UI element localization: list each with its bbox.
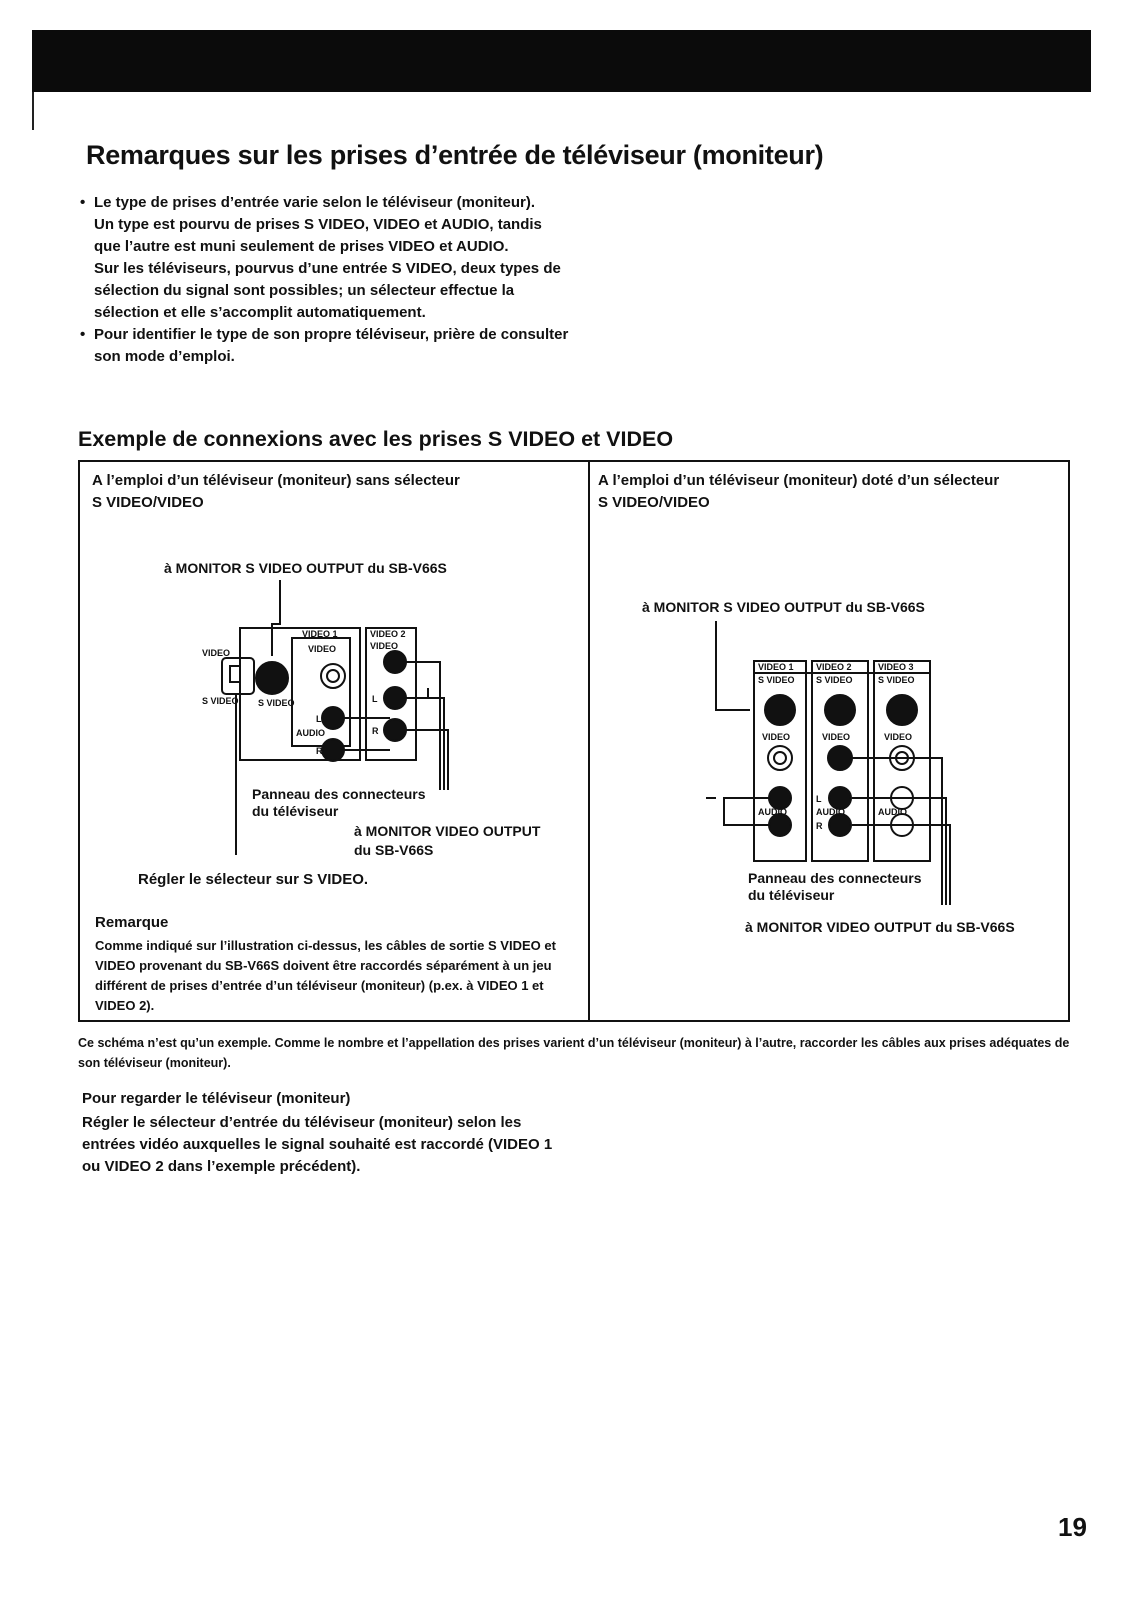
left-heading-line1: A l’emploi d’un téléviseur (moniteur) sans sélecteur <box>92 472 460 489</box>
left-label-v2-l: L <box>372 694 378 704</box>
right-panel-caption-line1: Panneau des connecteurs <box>748 870 922 886</box>
left-label-video2: VIDEO 2 <box>370 629 406 639</box>
right-label-video-3: VIDEO <box>884 732 913 742</box>
left-label-r: R <box>316 746 323 756</box>
right-panel-heading <box>598 470 999 514</box>
left-video-output-line1: à MONITOR VIDEO OUTPUT <box>354 823 541 839</box>
left-label-svideo: S VIDEO <box>258 698 295 708</box>
left-label-v2-r: R <box>372 726 379 736</box>
right-label-video2: VIDEO 2 <box>816 662 852 672</box>
right-label-svideo-3: S VIDEO <box>878 675 915 685</box>
left-svideo-output-label: à MONITOR S VIDEO OUTPUT du SB-V66S <box>164 560 447 576</box>
left-panel-caption-line1: Panneau des connecteurs <box>252 786 426 802</box>
intro-bullet-1 <box>80 192 570 324</box>
right-connection-diagram <box>710 615 980 875</box>
right-panel-caption <box>748 870 922 904</box>
right-heading-line2: S VIDEO/VIDEO <box>598 494 710 511</box>
left-label-video1: VIDEO 1 <box>302 629 338 639</box>
left-label-video2-video: VIDEO <box>370 641 399 651</box>
page-number: 19 <box>1058 1512 1087 1542</box>
example-title: Exemple de connexions avec les prises S VIDEO et VIDEO <box>78 427 674 451</box>
right-label-video-1: VIDEO <box>762 732 791 742</box>
right-heading-line1: A l’emploi d’un téléviseur (moniteur) doté d’un sélecteur <box>598 472 1000 489</box>
left-selector-instruction: Régler le sélecteur sur S VIDEO. <box>138 871 369 888</box>
right-label-audio-2: AUDIO <box>816 807 845 817</box>
intro-line-1: • Le type de prises d’entrée varie selon le téléviseur (moniteur). <box>94 194 535 211</box>
right-video-output-label: à MONITOR VIDEO OUTPUT du SB-V66S <box>745 919 1015 935</box>
intro-bullet-2: • Pour identifier le type de son propre téléviseur, prière de consulter son mode d’emploi. <box>80 324 570 368</box>
left-label-audio: AUDIO <box>296 728 325 738</box>
note-heading: Remarque <box>95 914 169 931</box>
left-label-l: L <box>316 714 322 724</box>
right-svideo-output-label: à MONITOR S VIDEO OUTPUT du SB-V66S <box>642 599 925 615</box>
intro-line-3: Sur les téléviseurs, pourvus d’une entrée S VIDEO, deux types de sélection du signal sont possibles; un sélecteur effectue la sélection et elle s’accomplit automatiquement. <box>94 260 561 321</box>
example-box-divider <box>588 460 590 1022</box>
left-panel-caption <box>252 786 426 820</box>
right-label-svideo-1: S VIDEO <box>758 675 795 685</box>
disclaimer-text: Ce schéma n’est qu’un exemple. Comme le nombre et l’appellation des prises varient d’un téléviseur (moniteur) à l’autre, raccorder les câbles aux prises adéquates de son téléviseur (moniteur). <box>78 1036 1070 1070</box>
left-panel-caption-line2: du téléviseur <box>252 803 339 819</box>
page-title: Remarques sur les prises d’entrée de téléviseur (moniteur) <box>86 140 824 170</box>
intro-text <box>80 192 570 368</box>
right-label-video3: VIDEO 3 <box>878 662 914 672</box>
right-label-video-2: VIDEO <box>822 732 851 742</box>
right-label-r: R <box>816 821 823 831</box>
right-label-video1: VIDEO 1 <box>758 662 794 672</box>
watch-heading: Pour regarder le téléviseur (moniteur) <box>82 1090 351 1107</box>
left-label-sel-svideo: S VIDEO <box>202 696 239 706</box>
left-label-video: VIDEO <box>308 644 337 654</box>
watch-text: Régler le sélecteur d’entrée du téléviseur (moniteur) selon les entrées vidéo auxquelles le signal souhaité est raccordé (VIDEO 1 ou VIDEO 2 dans l’exemple précédent). <box>82 1114 553 1175</box>
intro-line-2: Un type est pourvu de prises S VIDEO, VIDEO et AUDIO, tandis que l’autre est muni seulement de prises VIDEO et AUDIO. <box>94 216 542 255</box>
right-label-audio-3: AUDIO <box>878 807 907 817</box>
right-panel-caption-line2: du téléviseur <box>748 887 835 903</box>
left-label-sel-video: VIDEO <box>202 648 231 658</box>
header-bar <box>32 30 1091 92</box>
right-label-l: L <box>816 794 822 804</box>
left-panel-heading <box>92 470 460 514</box>
note-text: Comme indiqué sur l’illustration ci-dessus, les câbles de sortie S VIDEO et VIDEO provenant du SB-V66S doivent être raccordés séparément à un jeu différent de prises d’entrée d’un téléviseur (moniteur) (p.ex. à VIDEO 1 et VIDEO 2). <box>95 938 556 1013</box>
left-video-output-line2: du SB-V66S <box>354 842 434 858</box>
left-heading-line2: S VIDEO/VIDEO <box>92 494 204 511</box>
margin-rule <box>32 92 34 130</box>
right-label-svideo-2: S VIDEO <box>816 675 853 685</box>
left-video-output-label <box>354 822 540 860</box>
right-label-audio-1: AUDIO <box>758 807 787 817</box>
